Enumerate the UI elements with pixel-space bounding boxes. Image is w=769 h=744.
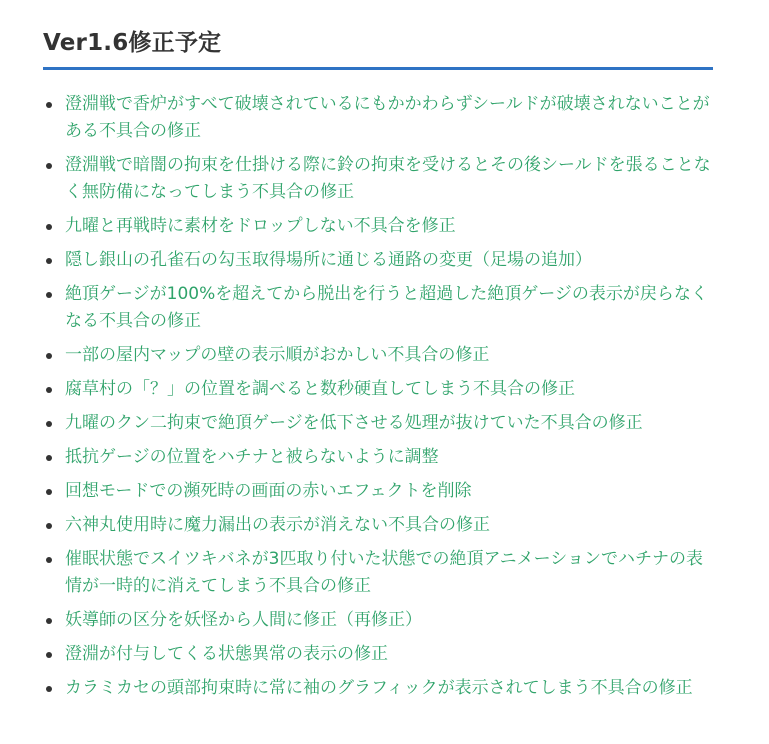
list-item [43,546,713,600]
list-item-text: 九曜と再戦時に素材をドロップしない不具合を修正 [65,216,456,236]
list-item-text: 腐草村の「？」の位置を調べると数秒硬直してしまう不具合の修正 [65,379,575,399]
title-underline [43,67,713,70]
list-item-text: 隠し銀山の孔雀石の勾玉取得場所に通じる通路の変更（足場の追加） [65,250,592,270]
list-item [43,478,713,505]
bullet-dot [46,523,52,529]
list-item [43,376,713,403]
bullet-dot [46,258,52,264]
list-item [43,342,713,369]
list-item [43,675,713,702]
list-item-text: 抵抗ゲージの位置をハチナと被らないように調整 [65,447,439,467]
list-item [43,152,713,206]
bullet-dot [46,387,52,393]
section-title: Ver1.6修正予定 [43,30,222,56]
bullet-dot [46,292,52,298]
list-item [43,607,713,634]
list-item-text: 絶頂ゲージが100%を超えてから脱出を行うと超過した絶頂ゲージの表示が戻らなくなる不具合の修正 [65,284,708,331]
list-item [43,444,713,471]
bullet-dot [46,353,52,359]
bullet-dot [46,224,52,230]
list-item-text: 一部の屋内マップの壁の表示順がおかしい不具合の修正 [65,345,490,365]
bullet-dot [46,163,52,169]
bullet-dot [46,686,52,692]
list-item-text: 澄淵戦で香炉がすべて破壊されているにもかかわらずシールドが破壊されないことがある不具合の修正 [65,94,710,141]
bullet-dot [46,455,52,461]
list-item-text: 妖導師の区分を妖怪から人間に修正（再修正） [65,610,422,630]
list-item-text: カラミカセの頭部拘束時に常に袖のグラフィックが表示されてしまう不具合の修正 [65,678,693,698]
list-item-text: 回想モードでの瀕死時の画面の赤いエフェクトを削除 [65,481,472,501]
bullet-dot [46,652,52,658]
bullet-dot [46,489,52,495]
list-item [43,512,713,539]
list-item [43,91,713,145]
list-item-text: 澄淵戦で暗闇の拘束を仕掛ける際に鈴の拘束を受けるとその後シールドを張ることなく無防備になってしまう不具合の修正 [65,155,711,202]
bullet-dot [46,618,52,624]
list-item [43,281,713,335]
bullet-dot [46,421,52,427]
list-item-text: 九曜のクン二拘束で絶頂ゲージを低下させる処理が抜けていた不具合の修正 [65,413,643,433]
list-item-text: 六神丸使用時に魔力漏出の表示が消えない不具合の修正 [65,515,490,535]
list-item [43,247,713,274]
list-item [43,641,713,668]
list-item [43,410,713,437]
bullet-dot [46,557,52,563]
change-list [43,91,713,709]
bullet-dot [46,102,52,108]
list-item-text: 催眠状態でスイツキバネが3匹取り付いた状態での絶頂アニメーションでハチナの表情が一時的に消えてしまう不具合の修正 [65,549,703,596]
list-item-text: 澄淵が付与してくる状態異常の表示の修正 [65,644,388,664]
list-item [43,213,713,240]
